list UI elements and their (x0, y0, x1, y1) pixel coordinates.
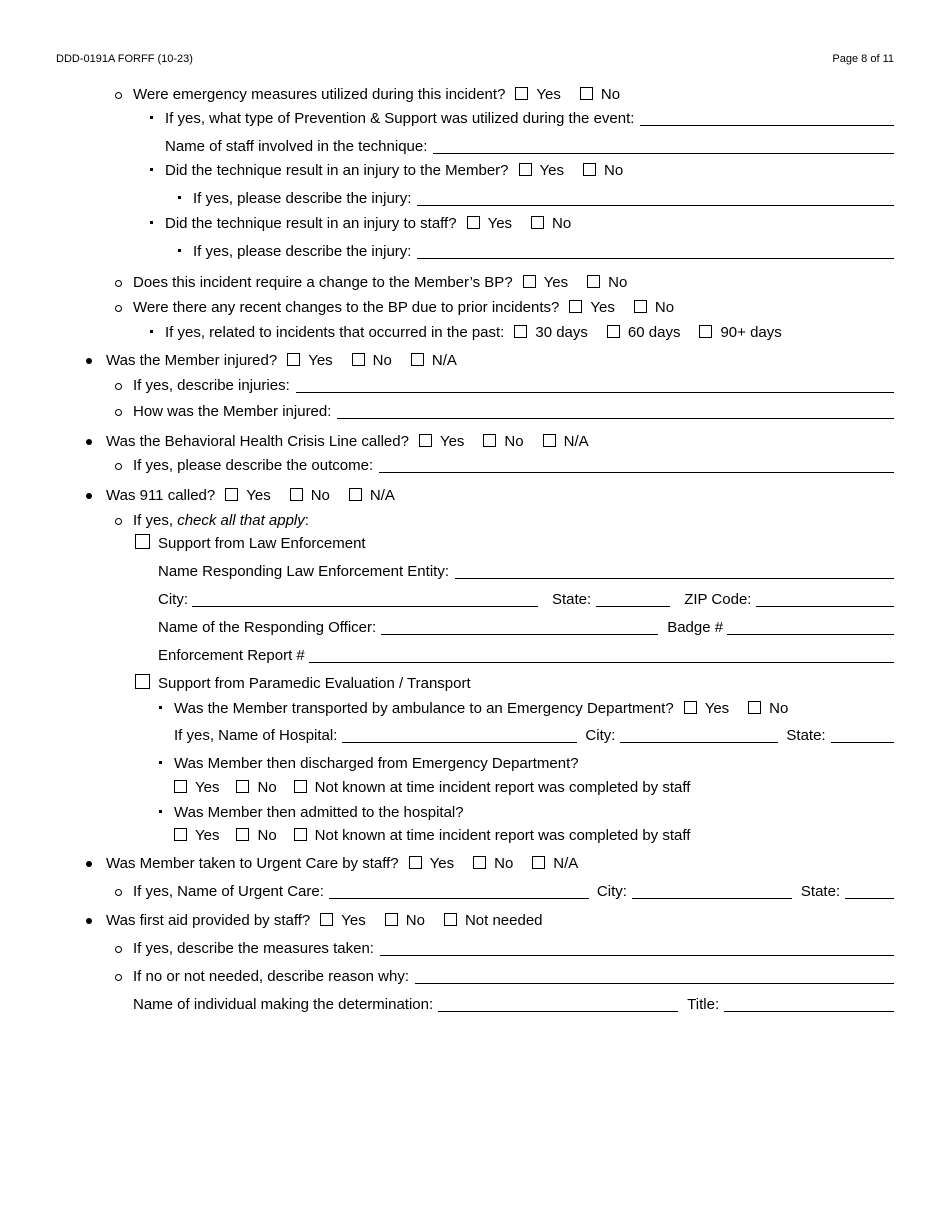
bullet-circle (115, 409, 122, 416)
bullet-circle (115, 92, 122, 99)
urgent-care-label: If yes, Name of Urgent Care: (133, 883, 324, 900)
question-bp-change (133, 274, 627, 292)
bullet-square (178, 249, 181, 252)
bullet-square (159, 810, 162, 813)
bullet-circle (115, 463, 122, 470)
state-input[interactable] (845, 897, 894, 899)
yes-checkbox[interactable] (174, 780, 187, 793)
question-label: Was 911 called? (106, 487, 216, 504)
not-known-checkbox[interactable] (294, 780, 307, 793)
bullet-circle (115, 946, 122, 953)
field-label: If yes, describe the measures taken: (133, 940, 374, 957)
question-label: Were emergency measures utilized during this incident? (133, 86, 506, 103)
officer-label: Name of the Responding Officer: (158, 619, 377, 636)
question-label: Did the technique result in an injury to the Member? (165, 162, 509, 179)
field-label: How was the Member injured: (133, 403, 332, 420)
describe-injuries-field (133, 377, 894, 395)
report-field (158, 647, 894, 665)
staff-name-field (165, 138, 894, 156)
90-days-checkbox[interactable] (699, 325, 712, 338)
yes-checkbox[interactable] (409, 856, 422, 869)
no-checkbox[interactable] (748, 701, 761, 714)
yes-label: Yes (341, 912, 366, 929)
question-label: Was the Behavioral Health Crisis Line called? (106, 433, 409, 450)
60-days-label: 60 days (627, 324, 681, 341)
measures-input[interactable] (380, 954, 894, 956)
question-label: Were there any recent changes to the BP due to prior incidents? (133, 299, 560, 316)
option-label: Support from Law Enforcement (158, 535, 366, 552)
question-label: Did the technique result in an injury to staff? (165, 215, 457, 232)
na-checkbox[interactable] (543, 434, 556, 447)
paramedic-option (135, 675, 471, 693)
law-enforcement-checkbox[interactable] (135, 534, 150, 549)
city-label: City: (585, 727, 616, 744)
bullet-circle (115, 974, 122, 981)
question-admitted (174, 804, 464, 822)
officer-input[interactable] (381, 633, 658, 635)
how-injured-input[interactable] (337, 417, 894, 419)
90-days-label: 90+ days (720, 324, 782, 341)
question-label: Was the Member injured? (106, 352, 278, 369)
city-input[interactable] (192, 605, 538, 607)
how-injured-field (133, 403, 894, 421)
no-checkbox[interactable] (483, 434, 496, 447)
yes-label: Yes (429, 855, 455, 872)
no-label: No (257, 827, 277, 844)
field-label: If yes, what type of Prevention & Support was utilized during the event: (165, 110, 635, 127)
reason-field (133, 968, 894, 986)
no-label: No (494, 855, 514, 872)
yes-checkbox[interactable] (523, 275, 536, 288)
law-entity-field (158, 563, 894, 581)
field-label: If yes, please describe the injury: (193, 190, 412, 207)
not-needed-label: Not needed (464, 912, 543, 929)
page-number: Page 8 of 11 (832, 53, 894, 65)
measures-field (133, 940, 894, 958)
question-member-injured (106, 352, 457, 370)
yes-label: Yes (539, 162, 565, 179)
law-location-fields (158, 591, 894, 609)
question-label: Was Member taken to Urgent Care by staff? (106, 855, 399, 872)
no-label: No (600, 86, 621, 103)
bullet-square (159, 706, 162, 709)
describe-injuries-input[interactable] (296, 391, 894, 393)
no-checkbox[interactable] (580, 87, 593, 100)
no-label: No (604, 162, 624, 179)
zip-input[interactable] (756, 605, 894, 607)
yes-checkbox[interactable] (467, 216, 480, 229)
field-label: If yes, please describe the injury: (193, 243, 412, 260)
no-label: No (769, 700, 789, 717)
state-label: State: (786, 727, 826, 744)
question-ambulance (174, 700, 788, 718)
30-days-label: 30 days (535, 324, 588, 341)
question-label: If yes, related to incidents that occurred in the past: (165, 324, 505, 341)
yes-label: Yes (195, 779, 220, 796)
question-crisis-line (106, 433, 589, 451)
yes-checkbox[interactable] (515, 87, 528, 100)
question-label: Was the Member transported by ambulance to an Emergency Department? (174, 700, 674, 717)
ps-type-field (165, 110, 894, 128)
title-label: Title: (687, 996, 720, 1013)
yes-label: Yes (590, 299, 615, 316)
no-label: No (654, 299, 675, 316)
reason-input[interactable] (415, 982, 894, 984)
yes-checkbox[interactable] (519, 163, 532, 176)
no-checkbox[interactable] (236, 780, 249, 793)
not-known-label: Not known at time incident report was completed by staff (314, 827, 691, 844)
no-label: No (608, 274, 628, 291)
no-label: No (552, 215, 572, 232)
describe-injury-member-field (193, 190, 894, 208)
not-known-label: Not known at time incident report was completed by staff (314, 779, 691, 796)
no-label: No (405, 912, 425, 929)
bullet-square (150, 330, 153, 333)
if-yes-text: If yes, (133, 512, 178, 529)
determiner-fields (133, 996, 894, 1014)
describe-injury-staff-input[interactable] (417, 257, 894, 259)
hospital-label: If yes, Name of Hospital: (174, 727, 338, 744)
bullet-dot (86, 918, 92, 924)
field-label: If no or not needed, describe reason why: (133, 968, 410, 985)
yes-label: Yes (195, 827, 220, 844)
yes-label: Yes (439, 433, 465, 450)
describe-injury-staff-field (193, 243, 894, 261)
bullet-square (150, 116, 153, 119)
bullet-dot (86, 493, 92, 499)
ps-type-input[interactable] (640, 124, 894, 126)
yes-checkbox[interactable] (320, 913, 333, 926)
no-checkbox[interactable] (587, 275, 600, 288)
question-discharged (174, 755, 579, 773)
na-checkbox[interactable] (349, 488, 362, 501)
crisis-outcome-input[interactable] (379, 471, 894, 473)
field-label: Name of staff involved in the technique: (165, 138, 428, 155)
law-entity-input[interactable] (455, 577, 894, 579)
describe-injury-member-input[interactable] (417, 204, 894, 206)
no-label: No (504, 433, 524, 450)
question-911 (106, 487, 395, 505)
question-injury-member (165, 162, 623, 180)
yes-label: Yes (704, 700, 730, 717)
no-checkbox[interactable] (385, 913, 398, 926)
yes-checkbox[interactable] (174, 828, 187, 841)
yes-label: Yes (246, 487, 271, 504)
bullet-circle (115, 889, 122, 896)
na-checkbox[interactable] (411, 353, 424, 366)
question-first-aid (106, 912, 543, 930)
yes-label: Yes (487, 215, 513, 232)
law-enforcement-option (135, 535, 366, 553)
question-label: Does this incident require a change to the Member’s BP? (133, 274, 513, 291)
discharged-options (174, 779, 690, 797)
question-emergency-measures (133, 86, 620, 104)
bullet-dot (86, 439, 92, 445)
field-label: Name Responding Law Enforcement Entity: (158, 563, 449, 580)
no-checkbox[interactable] (352, 353, 365, 366)
check-all-text: check all that apply (177, 512, 305, 529)
report-input[interactable] (309, 661, 894, 663)
badge-input[interactable] (727, 633, 894, 635)
yes-checkbox[interactable] (419, 434, 432, 447)
bullet-square (150, 221, 153, 224)
not-needed-checkbox[interactable] (444, 913, 457, 926)
option-label: Support from Paramedic Evaluation / Transport (158, 675, 471, 692)
state-input[interactable] (831, 741, 894, 743)
yes-label: Yes (543, 274, 569, 291)
bullet-square (178, 196, 181, 199)
state-label: State: (800, 883, 841, 900)
yes-checkbox[interactable] (569, 300, 582, 313)
no-label: No (310, 487, 330, 504)
no-checkbox[interactable] (290, 488, 303, 501)
no-checkbox[interactable] (236, 828, 249, 841)
determiner-input[interactable] (438, 1010, 678, 1012)
yes-checkbox[interactable] (684, 701, 697, 714)
urgent-care-fields (133, 883, 894, 901)
question-label: Was Member then admitted to the hospital? (174, 804, 464, 821)
na-checkbox[interactable] (532, 856, 545, 869)
field-label: If yes, please describe the outcome: (133, 457, 374, 474)
60-days-checkbox[interactable] (607, 325, 620, 338)
question-injury-staff (165, 215, 571, 233)
no-checkbox[interactable] (634, 300, 647, 313)
bullet-circle (115, 280, 122, 287)
form-id: DDD-0191A FORFF (10-23) (56, 53, 193, 65)
no-checkbox[interactable] (583, 163, 596, 176)
state-input[interactable] (596, 605, 670, 607)
determiner-label: Name of individual making the determination: (133, 996, 434, 1013)
field-label: If yes, describe injuries: (133, 377, 290, 394)
na-label: N/A (369, 487, 395, 504)
question-bp-past (165, 324, 782, 342)
bullet-dot (86, 358, 92, 364)
officer-fields (158, 619, 894, 637)
yes-label: Yes (308, 352, 333, 369)
bullet-dot (86, 861, 92, 867)
yes-checkbox[interactable] (287, 353, 300, 366)
crisis-outcome-field (133, 457, 894, 475)
urgent-care-input[interactable] (329, 897, 589, 899)
hospital-input[interactable] (342, 741, 577, 743)
no-checkbox[interactable] (531, 216, 544, 229)
staff-name-input[interactable] (433, 152, 894, 154)
no-checkbox[interactable] (473, 856, 486, 869)
no-label: No (372, 352, 392, 369)
check-all-instruction (133, 512, 309, 530)
question-label: Was first aid provided by staff? (106, 912, 311, 929)
city-label: City: (158, 591, 188, 608)
paramedic-checkbox[interactable] (135, 674, 150, 689)
na-label: N/A (431, 352, 457, 369)
hospital-fields (174, 727, 894, 745)
30-days-checkbox[interactable] (514, 325, 527, 338)
colon-text: : (304, 512, 309, 529)
bullet-circle (115, 305, 122, 312)
yes-checkbox[interactable] (225, 488, 238, 501)
not-known-checkbox[interactable] (294, 828, 307, 841)
yes-label: Yes (536, 86, 561, 103)
badge-label: Badge # (667, 619, 724, 636)
question-label: Was Member then discharged from Emergency Department? (174, 755, 579, 772)
city-input[interactable] (620, 741, 778, 743)
title-input[interactable] (724, 1010, 894, 1012)
city-input[interactable] (632, 897, 792, 899)
question-urgent-care (106, 855, 578, 873)
no-label: No (257, 779, 277, 796)
bullet-square (159, 761, 162, 764)
question-bp-recent (133, 299, 674, 317)
na-label: N/A (563, 433, 589, 450)
zip-label: ZIP Code: (684, 591, 752, 608)
field-label: Enforcement Report # (158, 647, 305, 664)
admitted-options (174, 827, 690, 845)
na-label: N/A (553, 855, 579, 872)
bullet-circle (115, 518, 122, 525)
city-label: City: (596, 883, 627, 900)
bullet-square (150, 168, 153, 171)
bullet-circle (115, 383, 122, 390)
state-label: State: (552, 591, 592, 608)
